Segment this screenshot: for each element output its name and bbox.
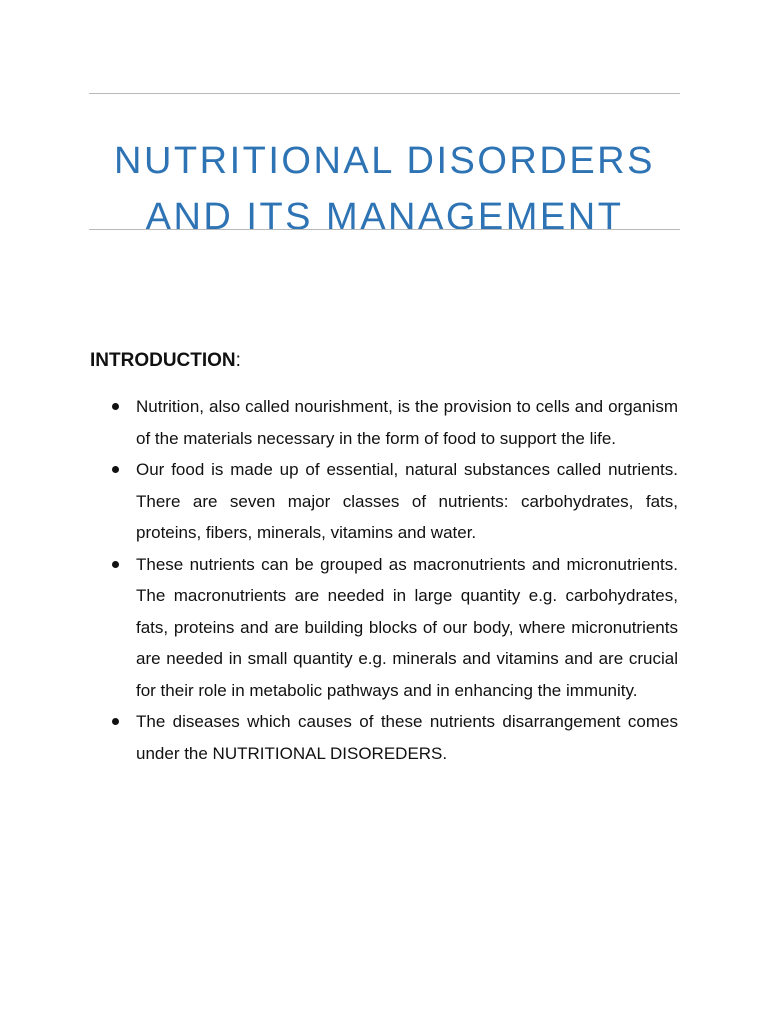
section-heading-introduction	[90, 347, 241, 375]
title-bottom-rule	[89, 229, 680, 230]
bullet-icon	[112, 403, 119, 410]
list-item	[106, 706, 678, 769]
title-line-1: NUTRITIONAL DISORDERS	[114, 140, 655, 183]
bullet-icon	[112, 561, 119, 568]
title-line-2: AND ITS MANAGEMENT	[145, 196, 624, 239]
heading-colon: :	[235, 350, 241, 371]
list-item-text: The diseases which causes of these nutrients disarrangement comes under the NUTRITIONAL DISOREDERS.	[136, 712, 678, 763]
list-item	[106, 454, 678, 549]
list-item-text: Our food is made up of essential, natural substances called nutrients. There are seven major classes of nutrients: carbohydrates, fats, proteins, fibers, minerals, vitamins and water.	[136, 460, 678, 542]
list-item	[106, 391, 678, 454]
introduction-bullet-list	[106, 391, 678, 769]
bullet-icon	[112, 718, 119, 725]
list-item-text: These nutrients can be grouped as macronutrients and micronutrients. The macronutrients are needed in large quantity e.g. carbohydrates, fats, proteins and are building blocks of our body, where micronutrients are needed in small quantity e.g. minerals and vitamins and are crucial for their role in metabolic pathways and in enhancing the immunity.	[136, 554, 678, 700]
list-item-text: Nutrition, also called nourishment, is the provision to cells and organism of the materials necessary in the form of food to support the life.	[136, 397, 678, 448]
bullet-icon	[112, 466, 119, 473]
list-item	[106, 549, 678, 707]
title-top-rule	[89, 93, 680, 94]
heading-text: INTRODUCTION	[90, 350, 236, 371]
